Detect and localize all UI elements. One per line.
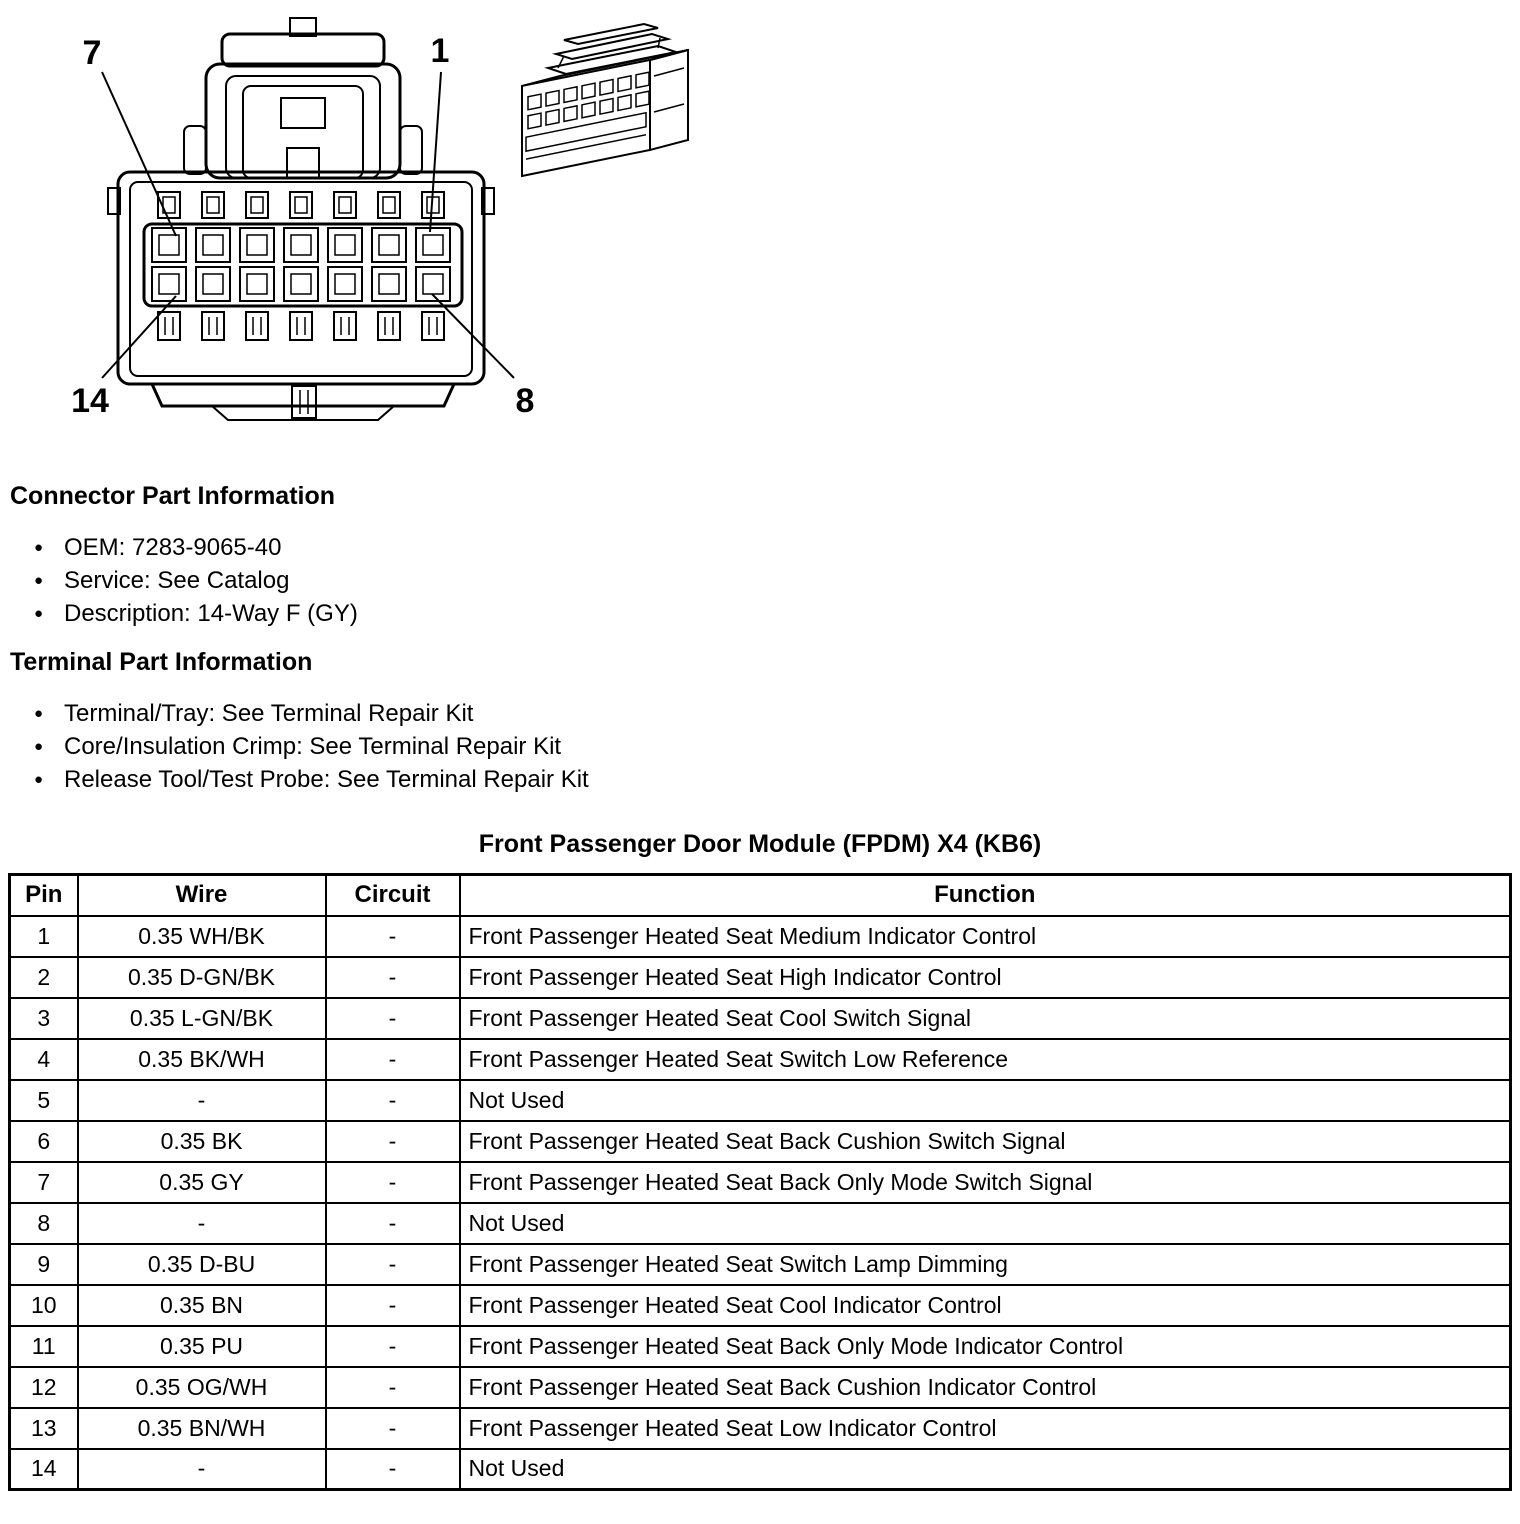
cell-function: Front Passenger Heated Seat Back Cushion Indicator Control — [460, 1367, 1511, 1408]
pin-label-top-left: 7 — [82, 34, 102, 72]
cell-wire: 0.35 WH/BK — [78, 916, 326, 957]
cell-pin: 7 — [10, 1162, 78, 1203]
connector-isometric-view — [522, 24, 688, 176]
cell-circuit: - — [326, 1326, 460, 1367]
bullet-icon: ● — [34, 771, 44, 788]
cell-function: Front Passenger Heated Seat Back Cushion Switch Signal — [460, 1121, 1511, 1162]
pin-table-row — [10, 1285, 1511, 1326]
upper-slot-row — [158, 192, 444, 218]
cell-function: Front Passenger Heated Seat Back Only Mode Switch Signal — [460, 1162, 1511, 1203]
pin-table — [8, 873, 1512, 1491]
list-item-text: OEM: 7283-9065-40 — [64, 534, 282, 561]
pin-table-row — [10, 916, 1511, 957]
bullet-icon: ● — [34, 705, 44, 722]
cell-function: Front Passenger Heated Seat Cool Switch Signal — [460, 998, 1511, 1039]
cell-function: Not Used — [460, 1080, 1511, 1121]
list-item — [34, 697, 1520, 730]
list-item — [34, 597, 1520, 630]
pin-table-row — [10, 1203, 1511, 1244]
bullet-icon: ● — [34, 738, 44, 755]
connector-front-view — [108, 18, 494, 420]
col-header-function: Function — [460, 875, 1511, 916]
cell-function: Front Passenger Heated Seat Switch Low Reference — [460, 1039, 1511, 1080]
cell-function: Front Passenger Heated Seat Low Indicator Control — [460, 1408, 1511, 1449]
pin-table-row — [10, 1080, 1511, 1121]
cell-function: Not Used — [460, 1203, 1511, 1244]
list-item — [34, 763, 1520, 796]
cell-wire: 0.35 OG/WH — [78, 1367, 326, 1408]
cell-circuit: - — [326, 916, 460, 957]
pin-table-row — [10, 1449, 1511, 1490]
cell-circuit: - — [326, 1121, 460, 1162]
cell-wire: 0.35 BN — [78, 1285, 326, 1326]
pin-table-row — [10, 1408, 1511, 1449]
pin-label-top-right: 1 — [430, 32, 450, 70]
bullet-icon: ● — [34, 572, 44, 589]
cell-wire: 0.35 BK — [78, 1121, 326, 1162]
pin-table-row — [10, 1367, 1511, 1408]
cell-wire: - — [78, 1203, 326, 1244]
cell-pin: 3 — [10, 998, 78, 1039]
pin-label-bottom-left: 14 — [71, 382, 109, 420]
cell-wire: 0.35 L-GN/BK — [78, 998, 326, 1039]
cell-circuit: - — [326, 1367, 460, 1408]
cell-function: Front Passenger Heated Seat Switch Lamp Dimming — [460, 1244, 1511, 1285]
cell-circuit: - — [326, 957, 460, 998]
cell-circuit: - — [326, 998, 460, 1039]
cell-pin: 14 — [10, 1449, 78, 1490]
connector-info-list — [0, 531, 1520, 630]
cell-wire: - — [78, 1080, 326, 1121]
cell-pin: 8 — [10, 1203, 78, 1244]
list-item-text: Terminal/Tray: See Terminal Repair Kit — [64, 700, 474, 727]
cell-circuit: - — [326, 1203, 460, 1244]
cell-wire: 0.35 PU — [78, 1326, 326, 1367]
cell-circuit: - — [326, 1162, 460, 1203]
pin-table-row — [10, 1244, 1511, 1285]
connector-info-heading: Connector Part Information — [10, 482, 336, 510]
cell-function: Not Used — [460, 1449, 1511, 1490]
cell-pin: 13 — [10, 1408, 78, 1449]
cell-circuit: - — [326, 1449, 460, 1490]
connector-diagram — [0, 0, 1520, 452]
bullet-icon: ● — [34, 605, 44, 622]
cell-pin: 9 — [10, 1244, 78, 1285]
list-item — [34, 564, 1520, 597]
pin-table-header-row — [10, 875, 1511, 916]
lower-slot-row — [158, 312, 444, 340]
cell-wire: 0.35 BN/WH — [78, 1408, 326, 1449]
pin-table-row — [10, 1162, 1511, 1203]
list-item-text: Service: See Catalog — [64, 567, 290, 594]
col-header-circuit: Circuit — [326, 875, 460, 916]
cell-wire: 0.35 D-BU — [78, 1244, 326, 1285]
pin-table-body — [10, 916, 1511, 1490]
list-item — [34, 531, 1520, 564]
cell-pin: 2 — [10, 957, 78, 998]
bullet-icon: ● — [34, 539, 44, 556]
cell-circuit: - — [326, 1408, 460, 1449]
list-item-text: Release Tool/Test Probe: See Terminal Repair Kit — [64, 766, 589, 793]
cell-pin: 5 — [10, 1080, 78, 1121]
pin-table-row — [10, 1121, 1511, 1162]
cell-wire: - — [78, 1449, 326, 1490]
cell-pin: 12 — [10, 1367, 78, 1408]
cell-function: Front Passenger Heated Seat High Indicator Control — [460, 957, 1511, 998]
cell-circuit: - — [326, 1244, 460, 1285]
col-header-wire: Wire — [78, 875, 326, 916]
list-item-text: Description: 14-Way F (GY) — [64, 600, 358, 627]
col-header-pin: Pin — [10, 875, 78, 916]
terminal-info-heading: Terminal Part Information — [10, 648, 313, 676]
connector-drawing — [0, 6, 760, 450]
cell-function: Front Passenger Heated Seat Medium Indicator Control — [460, 916, 1511, 957]
cell-circuit: - — [326, 1039, 460, 1080]
cell-pin: 1 — [10, 916, 78, 957]
cell-wire: 0.35 BK/WH — [78, 1039, 326, 1080]
pin-label-bottom-right: 8 — [515, 382, 535, 420]
cell-pin: 11 — [10, 1326, 78, 1367]
list-item — [34, 730, 1520, 763]
cell-circuit: - — [326, 1285, 460, 1326]
cell-pin: 10 — [10, 1285, 78, 1326]
cell-wire: 0.35 GY — [78, 1162, 326, 1203]
cell-function: Front Passenger Heated Seat Back Only Mode Indicator Control — [460, 1326, 1511, 1367]
cell-pin: 6 — [10, 1121, 78, 1162]
cell-function: Front Passenger Heated Seat Cool Indicator Control — [460, 1285, 1511, 1326]
pin-table-row — [10, 1326, 1511, 1367]
list-item-text: Core/Insulation Crimp: See Terminal Repair Kit — [64, 733, 562, 760]
table-title: Front Passenger Door Module (FPDM) X4 (KB6) — [478, 830, 1042, 858]
terminal-info-list — [0, 697, 1520, 796]
cell-wire: 0.35 D-GN/BK — [78, 957, 326, 998]
pin-table-row — [10, 998, 1511, 1039]
cell-pin: 4 — [10, 1039, 78, 1080]
pin-table-row — [10, 1039, 1511, 1080]
cell-circuit: - — [326, 1080, 460, 1121]
terminal-grid — [152, 228, 450, 301]
pin-table-row — [10, 957, 1511, 998]
